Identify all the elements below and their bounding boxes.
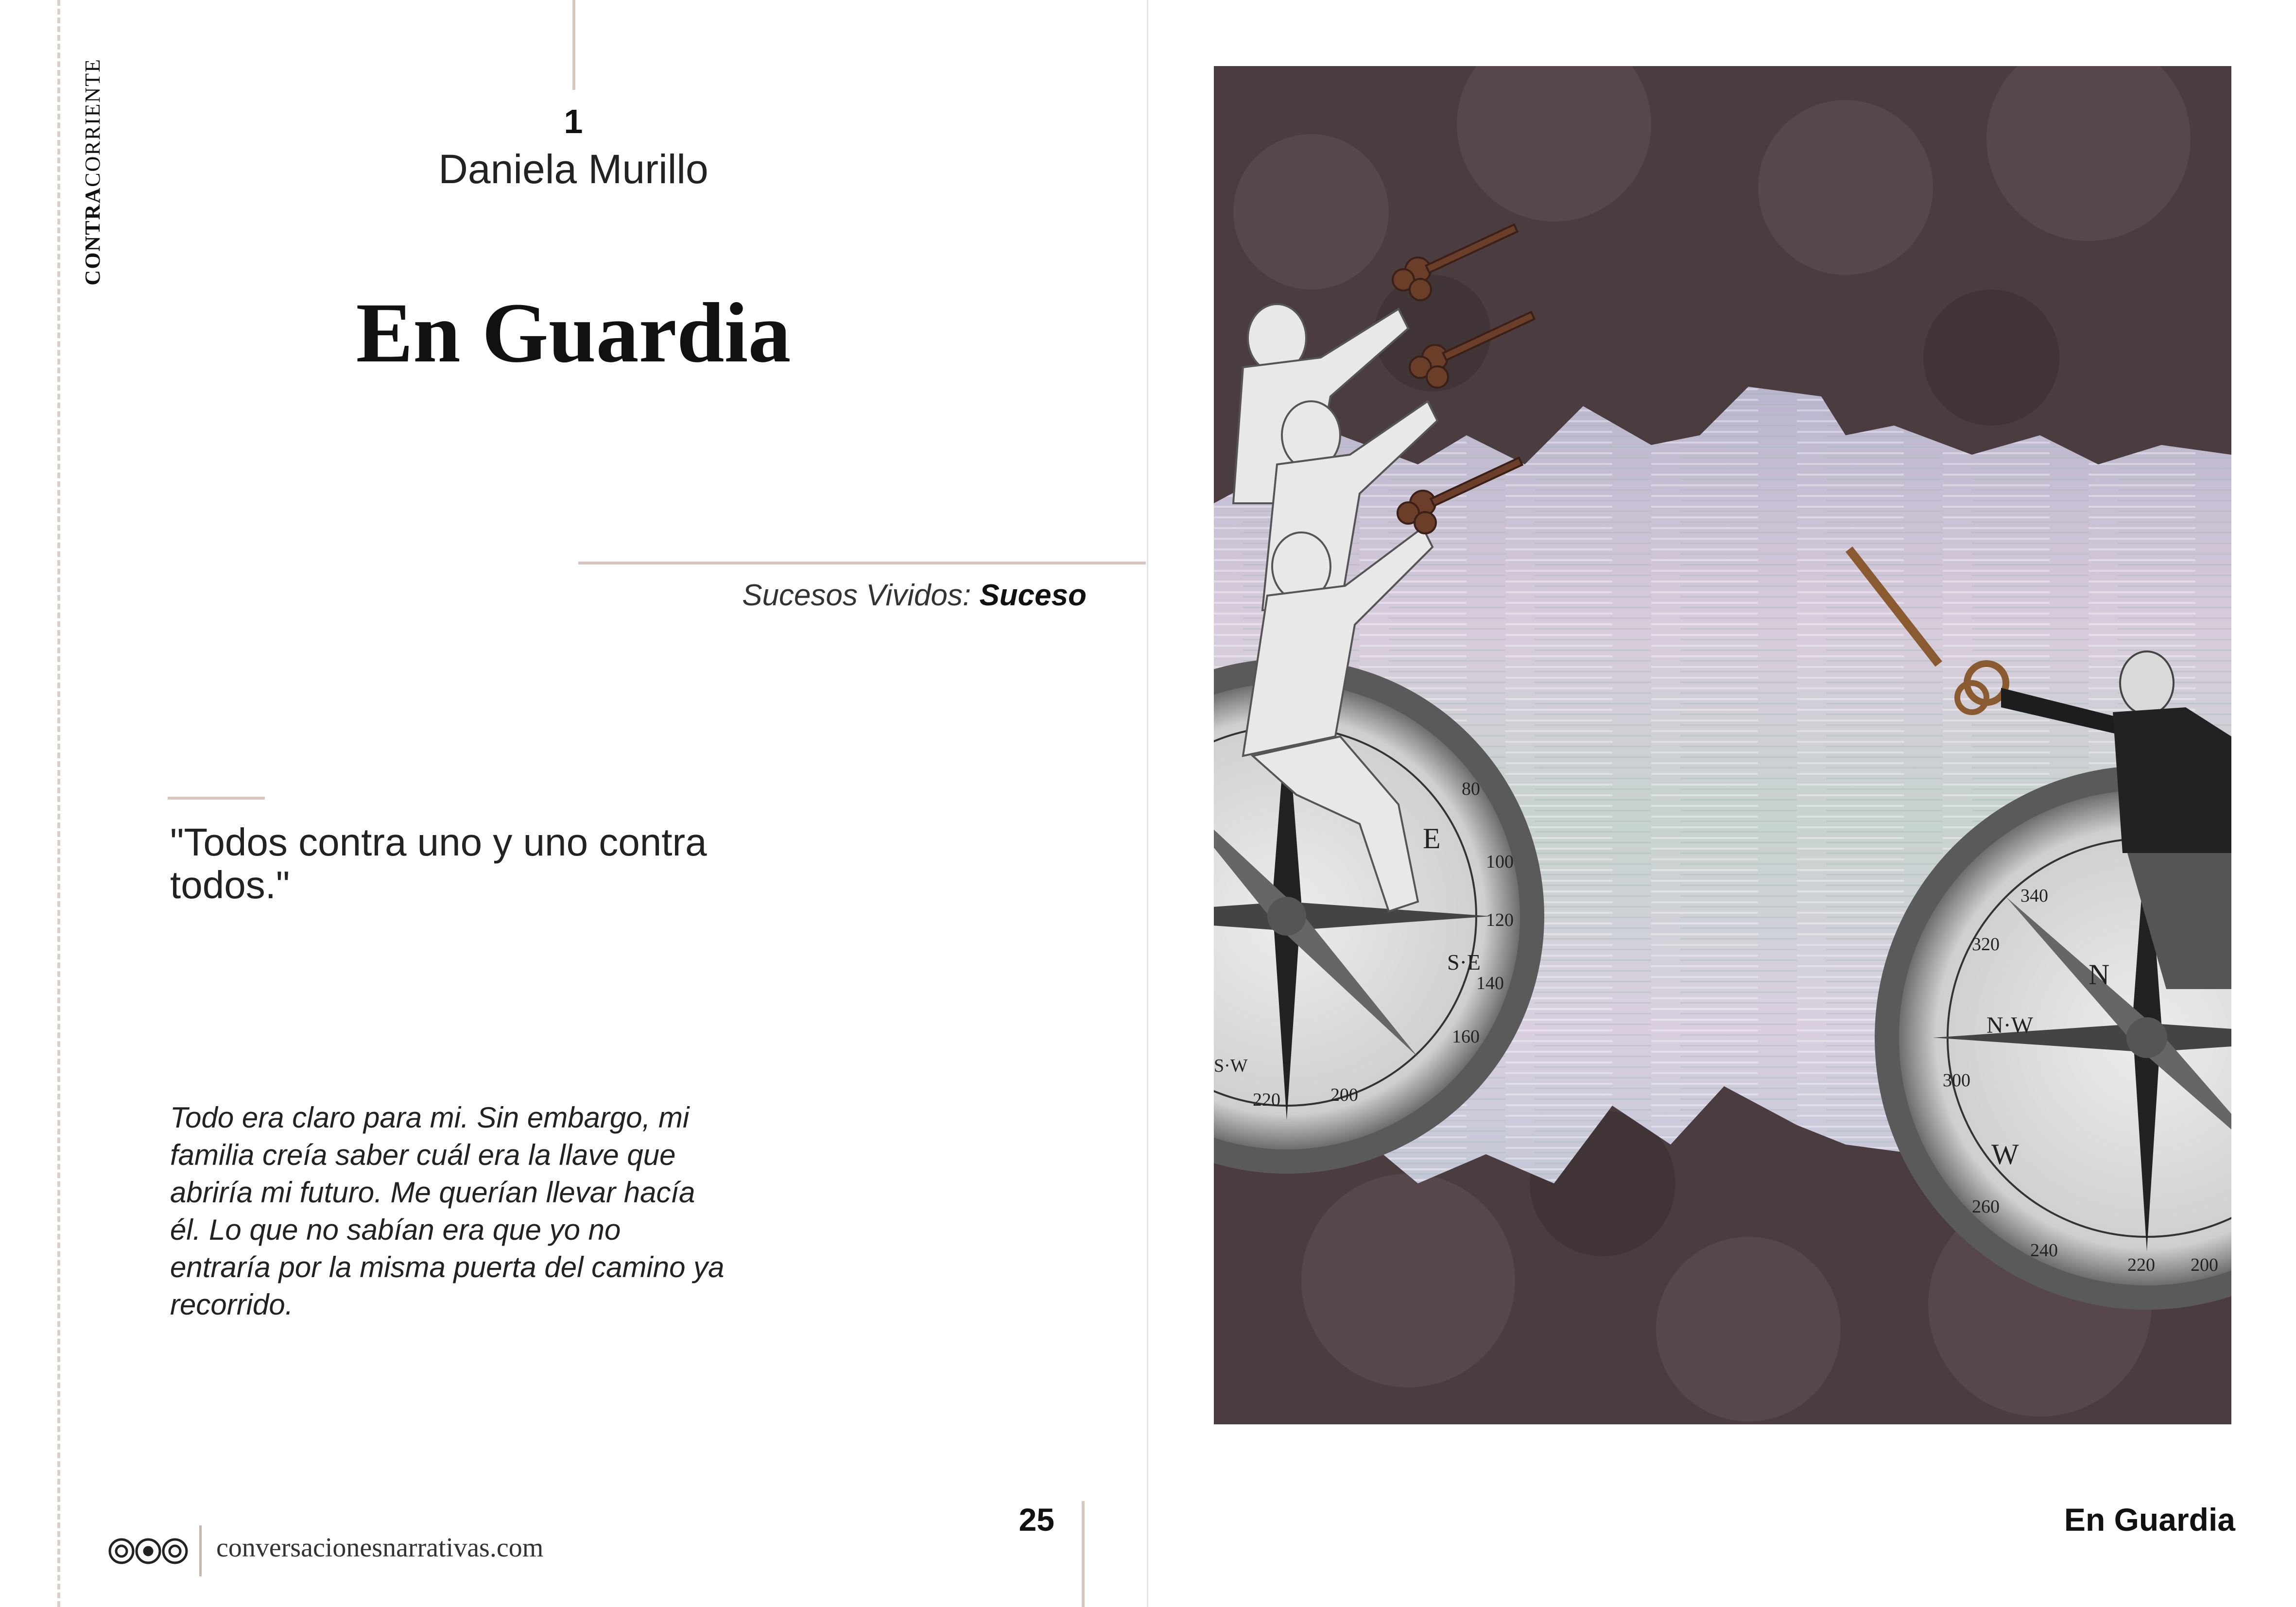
category-value: Suceso (979, 579, 1087, 612)
running-title: En Guardia (2064, 1502, 2235, 1538)
svg-text:100: 100 (1486, 852, 1514, 872)
svg-text:320: 320 (1972, 934, 2000, 955)
body-text: Todo era claro para mi. Sin embargo, mi familia creía saber cuál era la llave que abriría mi futuro. Me querían llevar hacía él. Lo que no sabían era que yo no entraría por la misma puerta del camino ya recorrido. (170, 1101, 725, 1321)
svg-text:140: 140 (1476, 973, 1504, 993)
svg-text:80: 80 (1462, 779, 1480, 799)
three-circles-logo-icon (107, 1534, 190, 1568)
website-link[interactable]: conversacionesnarrativas.com (216, 1533, 544, 1563)
svg-text:S·W: S·W (1214, 1056, 1248, 1076)
top-rule (572, 0, 575, 90)
quote-rule (168, 797, 265, 800)
section-label-regular: CORRIENTE (81, 58, 104, 187)
svg-text:E: E (1423, 822, 1441, 855)
svg-text:S·E: S·E (1447, 950, 1481, 974)
svg-text:300: 300 (1943, 1070, 1970, 1091)
svg-text:W: W (1991, 1138, 2019, 1170)
svg-text:240: 240 (2030, 1240, 2058, 1261)
svg-text:160: 160 (1452, 1026, 1480, 1047)
article-title: En Guardia (356, 286, 791, 380)
svg-text:200: 200 (1330, 1085, 1358, 1105)
category-rule (578, 562, 1146, 564)
category-line (583, 578, 1087, 613)
footer-divider (199, 1525, 202, 1576)
svg-text:120: 120 (1486, 910, 1514, 930)
svg-text:N·W: N·W (1986, 1012, 2033, 1038)
svg-text:N: N (2089, 958, 2110, 991)
pull-quote: "Todos contra uno y uno contra todos." (170, 821, 707, 906)
section-label-bold: CONTRA (81, 187, 104, 286)
footer-rule (1082, 1501, 1085, 1607)
dashed-margin-line (57, 0, 60, 1607)
page-spine (1147, 0, 1148, 1607)
author-name: Daniela Murillo (438, 146, 708, 192)
svg-text:340: 340 (2020, 886, 2048, 906)
svg-text:260: 260 (1972, 1197, 2000, 1217)
svg-text:220: 220 (2127, 1255, 2155, 1275)
svg-text:200: 200 (2191, 1255, 2218, 1275)
svg-text:220: 220 (1253, 1090, 1280, 1110)
chapter-number: 1 (564, 103, 583, 140)
category-label: Sucesos Vividos: (742, 579, 971, 612)
page-number: 25 (1019, 1502, 1054, 1538)
collage-illustration (1214, 66, 2231, 1424)
